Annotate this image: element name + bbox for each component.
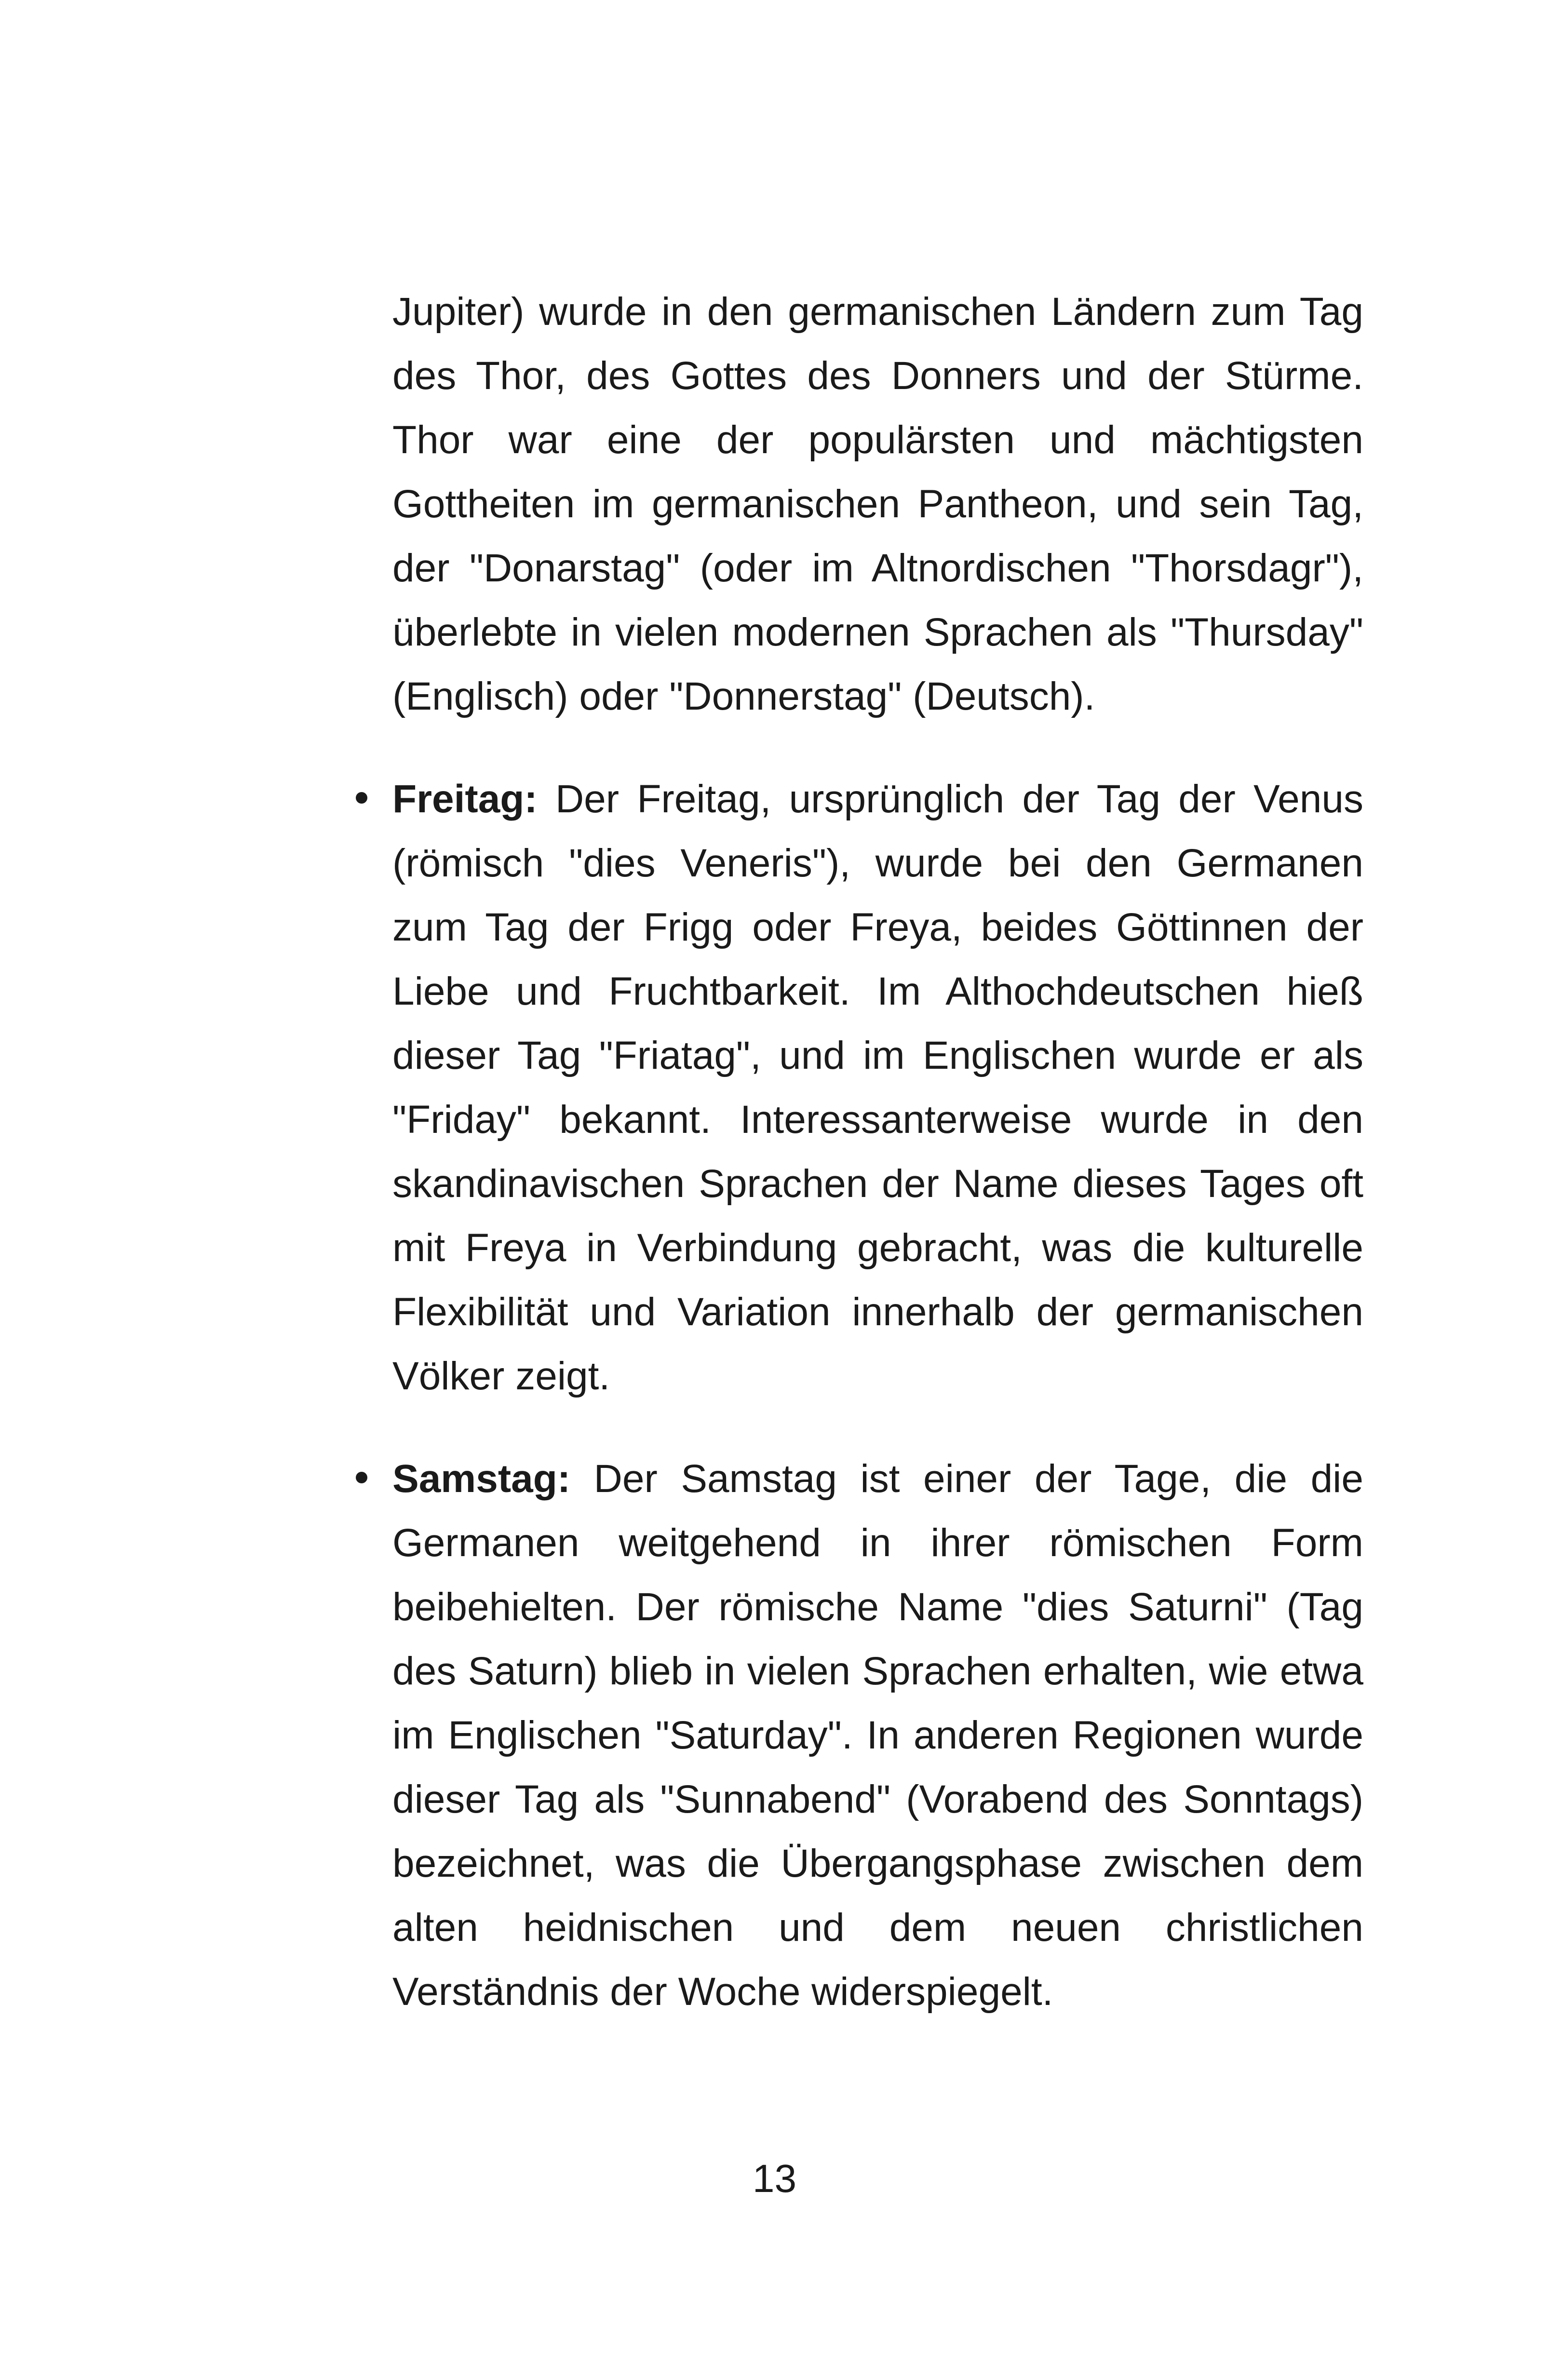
term-label: Freitag: — [392, 777, 538, 821]
page-number: 13 — [752, 2157, 797, 2201]
bullet-icon — [356, 792, 367, 804]
page-content — [392, 280, 1363, 2062]
weekday-list — [392, 767, 1363, 2024]
list-item-text — [392, 767, 1363, 1408]
list-item-text — [392, 1447, 1363, 2024]
term-description: Der Freitag, ursprünglich der Tag der Venus (römisch "dies Veneris"), wurde bei den Germanen zum Tag der Frigg oder Freya, beides Göttinnen der Liebe und Fruchtbarkeit. Im Althochdeutschen hieß dieser Tag "Friatag", und im Englischen wurde er als "Friday" bekannt. Interessanterweise wurde in den skandinavischen Sprachen der Name dieses Tages oft mit Freya in Verbindung gebracht, was die kulturelle Flexibilität und Variation innerhalb der germanischen Völker zeigt. — [392, 777, 1363, 1398]
term-label: Samstag: — [392, 1457, 571, 1501]
bullet-icon — [356, 1472, 367, 1483]
term-description: Der Samstag ist einer der Tage, die die Germanen weitgehend in ihrer römischen Form beibehielten. Der römische Name "dies Saturni" (Tag des Saturn) blieb in vielen Sprachen erhalten, wie etwa im Englischen "Saturday". In anderen Regionen wurde dieser Tag als "Sunnabend" (Vorabend des Sonntags) bezeichnet, was die Übergangsphase zwischen dem alten heidnischen und dem neuen christlichen Verständnis der Woche widerspiegelt. — [392, 1457, 1363, 2014]
list-item-freitag — [392, 767, 1363, 1408]
continuation-paragraph: Jupiter) wurde in den germanischen Ländern zum Tag des Thor, des Gottes des Donners und der Stürme. Thor war eine der populärsten und mächtigsten Gottheiten im germanischen Pantheon, und sein Tag, der "Donarstag" (oder im Altnordischen "Thorsdagr"), überlebte in vielen modernen Sprachen als "Thursday" (Englisch) oder "Donnerstag" (Deutsch). — [392, 290, 1363, 718]
list-item-samstag — [392, 1447, 1363, 2024]
